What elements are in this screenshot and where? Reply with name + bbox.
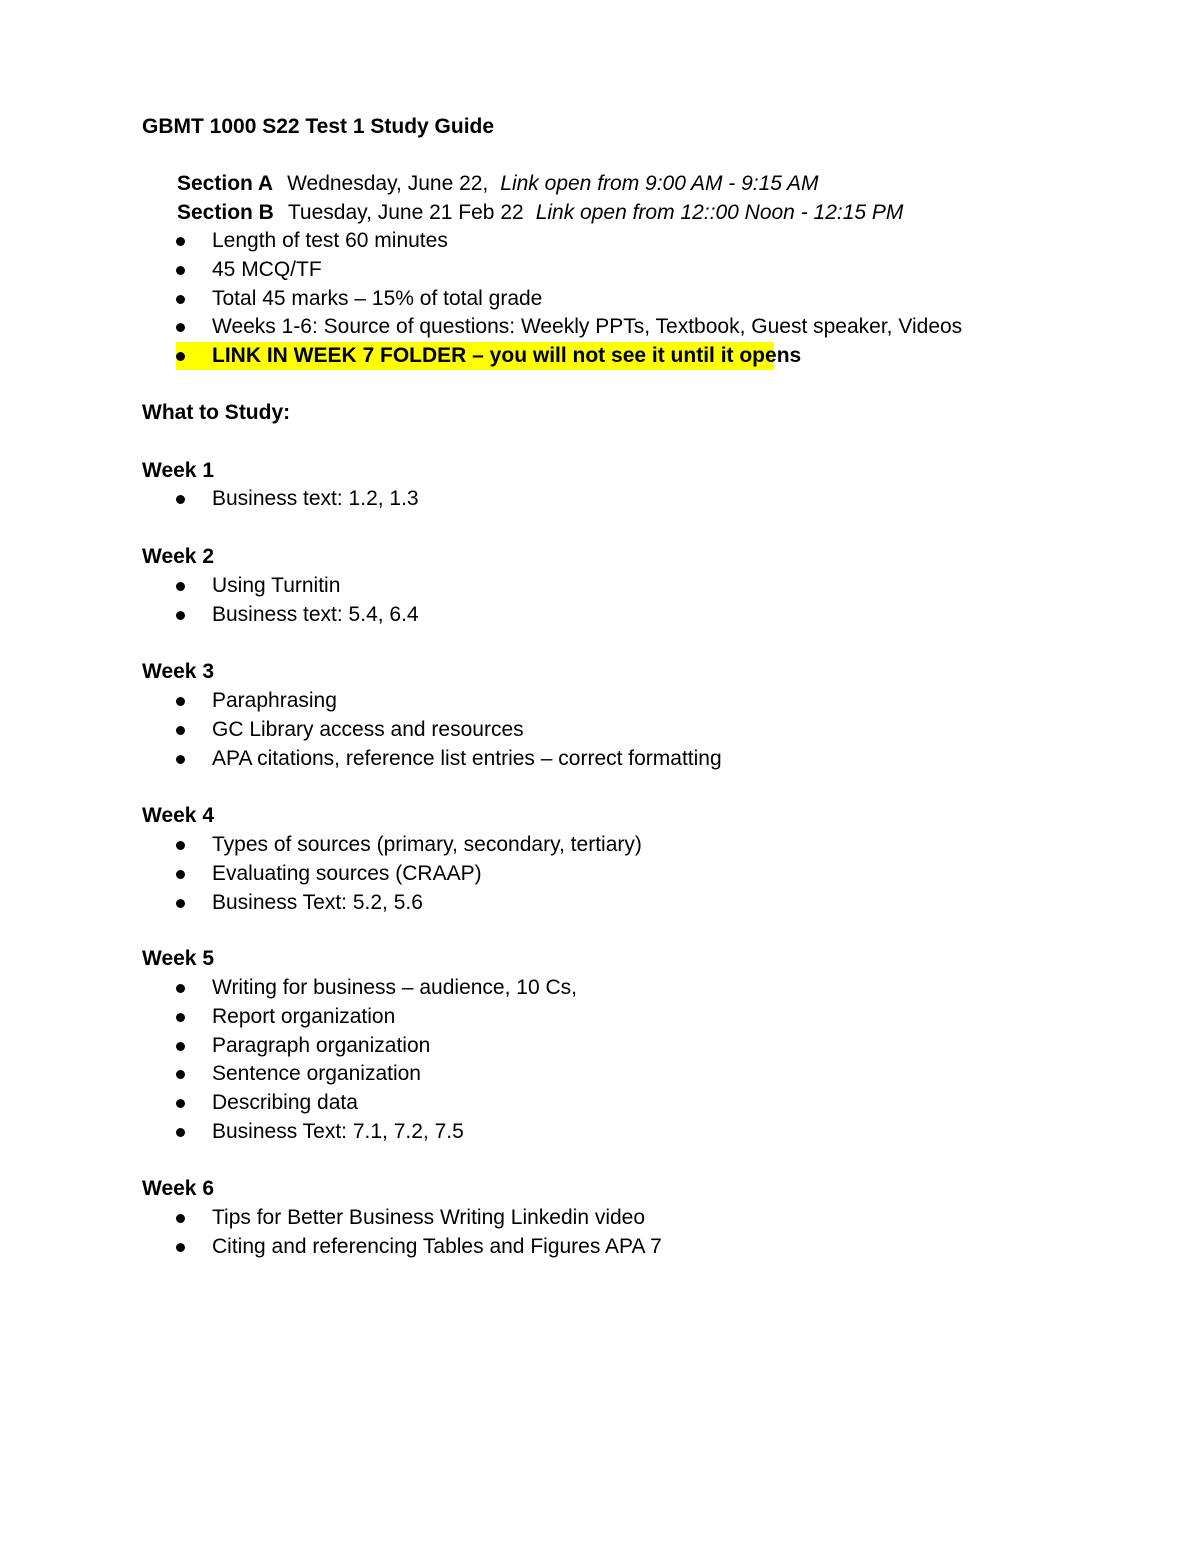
bullet-icon (176, 323, 185, 332)
list-item: Types of sources (primary, secondary, tertiary) (0, 831, 642, 860)
list-item: Writing for business – audience, 10 Cs, (0, 974, 577, 1003)
what-to-study-heading: What to Study: (142, 401, 291, 424)
list-item: Weeks 1-6: Source of questions: Weekly PPTs, Textbook, Guest speaker, Videos (0, 313, 962, 342)
week-1-heading: Week 1 (142, 459, 214, 482)
week-5-list (0, 974, 577, 1147)
bullet-icon (176, 1070, 185, 1079)
section-a-link-time: Link open from 9:00 AM - 9:15 AM (500, 172, 819, 195)
bullet-icon (176, 899, 185, 908)
bullet-icon (176, 1099, 185, 1108)
bullet-icon (176, 266, 185, 275)
bullet-icon (176, 984, 185, 993)
week-5-heading: Week 5 (142, 947, 214, 970)
highlighted-note (176, 342, 802, 370)
highlight-note-text: LINK IN WEEK 7 FOLDER – you will not see it until it opens (212, 344, 802, 367)
bullet-icon (176, 352, 185, 361)
list-item: Sentence organization (0, 1060, 577, 1089)
list-item: 45 MCQ/TF (0, 256, 962, 285)
bullet-icon (176, 611, 185, 620)
bullet-icon (176, 841, 185, 850)
bullet-icon (176, 697, 185, 706)
list-item: Using Turnitin (0, 572, 419, 601)
week-6-heading: Week 6 (142, 1177, 214, 1200)
bullet-icon (176, 726, 185, 735)
section-b-label: Section B (177, 201, 274, 224)
list-item: Length of test 60 minutes (0, 227, 962, 256)
week-2-heading: Week 2 (142, 545, 214, 568)
bullet-icon (176, 870, 185, 879)
bullet-icon (176, 1013, 185, 1022)
week-3-heading: Week 3 (142, 660, 214, 683)
list-item: Business text: 1.2, 1.3 (0, 485, 419, 514)
list-item: APA citations, reference list entries – correct formatting (0, 745, 722, 774)
list-item: Paraphrasing (0, 687, 722, 716)
bullet-icon (176, 295, 185, 304)
bullet-icon (176, 495, 185, 504)
bullet-icon (176, 237, 185, 246)
list-item: GC Library access and resources (0, 716, 722, 745)
section-a-date: Wednesday, June 22, (287, 172, 489, 195)
week-4-heading: Week 4 (142, 804, 214, 827)
week-6-list (0, 1204, 662, 1262)
list-item: Tips for Better Business Writing Linkedin video (0, 1204, 662, 1233)
list-item: Citing and referencing Tables and Figures APA 7 (0, 1233, 662, 1262)
section-a-line (177, 170, 819, 198)
list-item: Business Text: 7.1, 7.2, 7.5 (0, 1118, 577, 1147)
section-a-label: Section A (177, 172, 274, 195)
week-1-list (0, 485, 419, 514)
week-3-list (0, 687, 722, 773)
week-4-list (0, 831, 642, 917)
list-item: Paragraph organization (0, 1032, 577, 1061)
list-item: Report organization (0, 1003, 577, 1032)
section-b-date: Tuesday, June 21 Feb 22 (287, 201, 524, 224)
section-b-link-time: Link open from 12::00 Noon - 12:15 PM (535, 201, 904, 224)
bullet-icon (176, 755, 185, 764)
list-item: Business Text: 5.2, 5.6 (0, 889, 642, 918)
bullet-icon (176, 582, 185, 591)
bullet-icon (176, 1243, 185, 1252)
list-item: Total 45 marks – 15% of total grade (0, 285, 962, 314)
bullet-icon (176, 1042, 185, 1051)
list-item: Describing data (0, 1089, 577, 1118)
page-title: GBMT 1000 S22 Test 1 Study Guide (142, 115, 495, 138)
test-info-list (0, 227, 962, 342)
bullet-icon (176, 1214, 185, 1223)
list-item: Evaluating sources (CRAAP) (0, 860, 642, 889)
bullet-icon (176, 1128, 185, 1137)
section-b-line (177, 199, 903, 227)
week-2-list (0, 572, 419, 630)
list-item: Business text: 5.4, 6.4 (0, 601, 419, 630)
